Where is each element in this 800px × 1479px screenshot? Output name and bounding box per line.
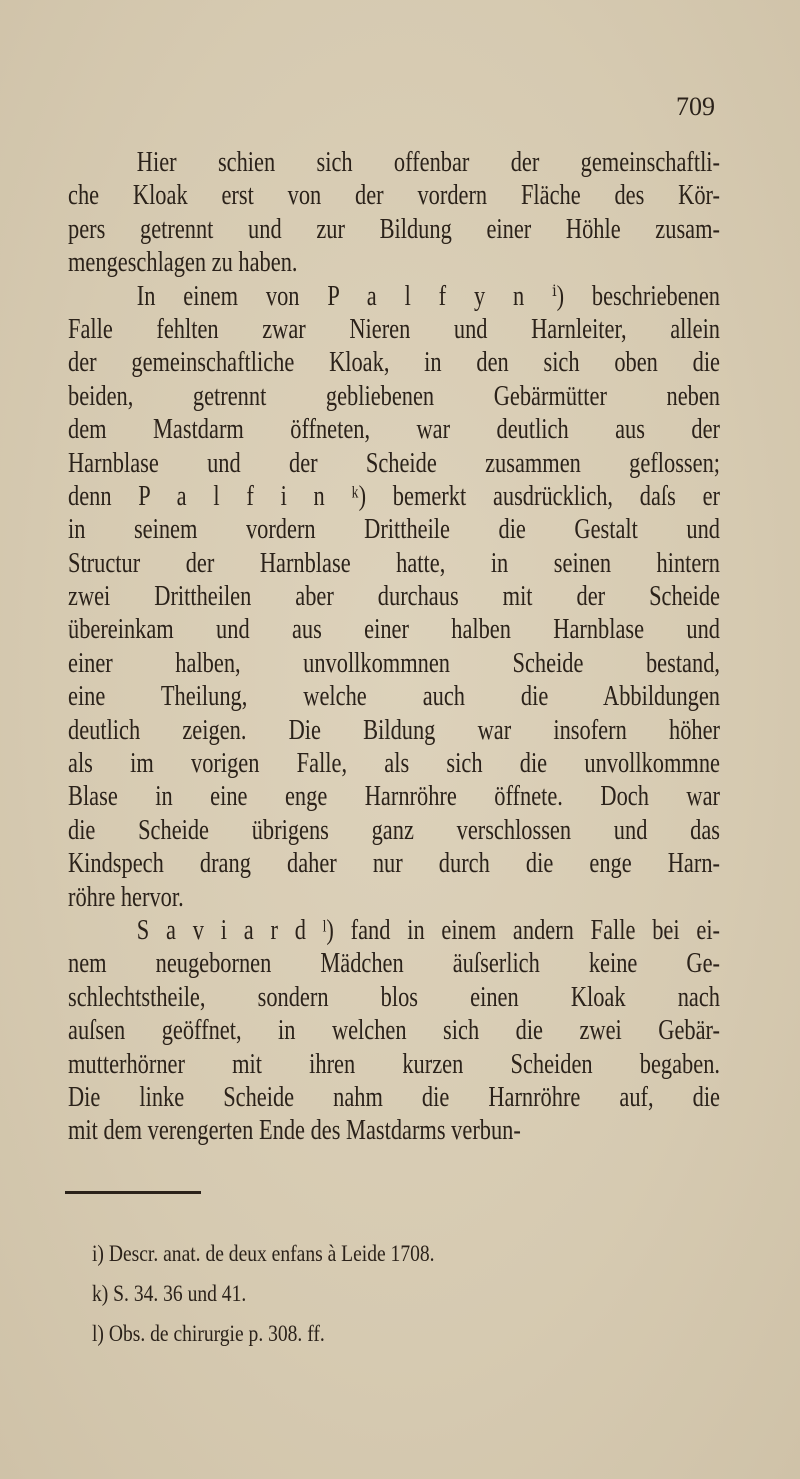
text-line [68, 881, 720, 914]
text-line-content: röhre hervor. [68, 881, 184, 913]
text-line [68, 780, 720, 813]
text-line-content: auſsen geöffnet, in welchen sich die zwei Gebär- [68, 1015, 720, 1047]
text-line [68, 1014, 720, 1047]
text-line [68, 179, 720, 212]
text-line-content: In einem von P a l f y n ⁱ) beschriebenen [136, 280, 721, 312]
body-text [68, 146, 720, 1148]
text-line [68, 280, 720, 313]
text-line [68, 947, 720, 980]
text-line [68, 613, 720, 646]
text-line-content: zwei Drittheilen aber durchaus mit der Scheide [68, 581, 720, 613]
text-line-content: mengeschlagen zu haben. [68, 247, 298, 279]
text-line-content: che Kloak erst von der vordern Fläche des Kör- [68, 180, 720, 212]
text-line-content: Kindspech drang daher nur durch die enge Harn- [68, 848, 720, 880]
footnote: k) S. 34. 36 und 41. [92, 1281, 247, 1306]
text-line-content: S a v i a r d ˡ) fand in einem andern Falle bei ei- [136, 914, 721, 946]
footnotes [92, 1238, 495, 1358]
text-line [68, 1114, 720, 1147]
footnote: l) Obs. de chirurgie p. 308. ff. [92, 1321, 325, 1346]
text-line-content: die Scheide übrigens ganz verschlossen und das [68, 814, 720, 846]
text-line-content: Die linke Scheide nahm die Harnröhre auf, die [68, 1081, 720, 1113]
text-line [68, 580, 720, 613]
text-line [68, 981, 720, 1014]
text-line [68, 547, 720, 580]
text-line-content: Blase in eine enge Harnröhre öffnete. Doch war [68, 781, 720, 813]
text-line-content: dem Mastdarm öffneten, war deutlich aus der [68, 414, 720, 446]
text-line-content: pers getrennt und zur Bildung einer Höhle zusam- [68, 213, 720, 245]
text-line [68, 647, 720, 680]
text-line-content: mit dem verengerten Ende des Mastdarms verbun- [68, 1115, 521, 1147]
text-line-content: denn P a l f i n ᵏ) bemerkt ausdrücklich, daſs er [68, 480, 720, 512]
text-line [68, 513, 720, 546]
text-line [68, 814, 720, 847]
text-line [68, 213, 720, 246]
text-line [68, 680, 720, 713]
text-line-content: übereinkam und aus einer halben Harnblase und [68, 614, 720, 646]
text-line [68, 146, 720, 179]
text-line [68, 847, 720, 880]
text-line [68, 714, 720, 747]
text-line-content: einer halben, unvollkommnen Scheide bestand, [68, 647, 720, 679]
text-line-content: der gemeinschaftliche Kloak, in den sich oben die [68, 347, 720, 379]
footnote: i) Descr. anat. de deux enfans à Leide 1708. [92, 1241, 435, 1266]
text-line-content: nem neugebornen Mädchen äuſserlich keine Ge- [68, 948, 720, 980]
text-line-content: beiden, getrennt gebliebenen Gebärmütter neben [68, 380, 720, 412]
text-line-content: in seinem vordern Drittheile die Gestalt und [68, 514, 720, 546]
text-line-content: schlechtstheile, sondern blos einen Kloak nach [68, 981, 720, 1013]
text-line-content: eine Theilung, welche auch die Abbildungen [68, 681, 720, 713]
text-line [68, 747, 720, 780]
text-line [68, 313, 720, 346]
text-line [68, 447, 720, 480]
text-line [68, 380, 720, 413]
text-line [68, 1048, 720, 1081]
text-line [68, 1081, 720, 1114]
text-line-content: mutterhörner mit ihren kurzen Scheiden begaben. [68, 1048, 720, 1080]
text-line [68, 914, 720, 947]
text-line [68, 346, 720, 379]
text-line [68, 480, 720, 513]
text-line-content: deutlich zeigen. Die Bildung war insofern höher [68, 714, 720, 746]
text-line-content: Structur der Harnblase hatte, in seinen hintern [68, 547, 720, 579]
text-line-content: Harnblase und der Scheide zusammen geflossen; [68, 447, 720, 479]
text-line-content: als im vorigen Falle, als sich die unvollkommne [68, 748, 720, 780]
text-line [68, 413, 720, 446]
text-line [68, 246, 720, 279]
footnote-divider [65, 1191, 201, 1194]
page-number: 709 [676, 92, 715, 121]
text-line-content: Hier schien sich offenbar der gemeinschaftli- [136, 147, 721, 178]
text-line-content: Falle fehlten zwar Nieren und Harnleiter, allein [68, 313, 720, 345]
